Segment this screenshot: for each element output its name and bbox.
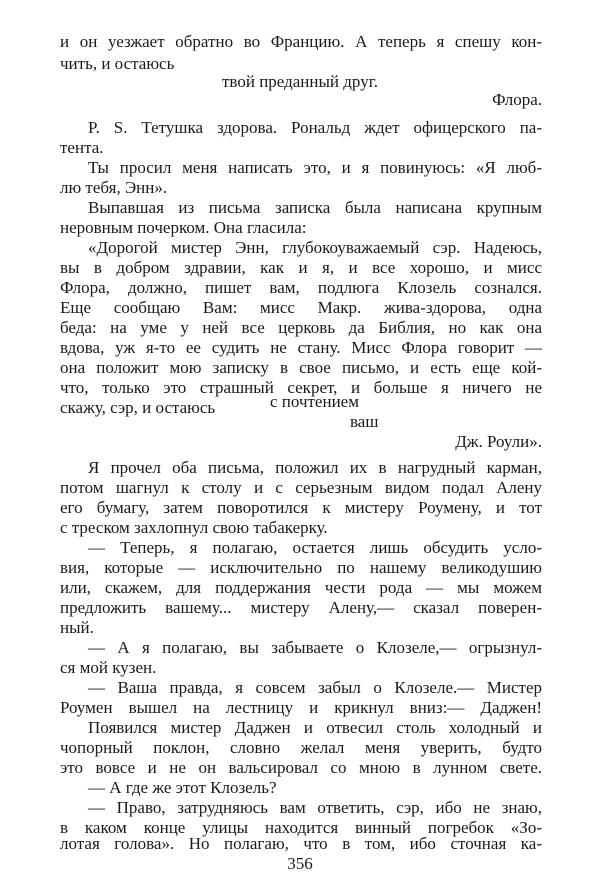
- text-line: Ты просил меня написать это, и я повинуюсь: «Я люб-: [88, 158, 542, 177]
- text-line: Еще сообщаю Вам: мисс Макр. жива-здорова, одна: [60, 298, 542, 317]
- text-line: с треском захлопнул свою табакерку.: [60, 518, 328, 537]
- text-line: она положит мою записку в свое письмо, и есть еще кой-: [60, 358, 542, 377]
- text-line: его бумагу, затем поворотился к мистеру Роумену, и тот: [60, 498, 542, 517]
- text-line: ный.: [60, 618, 94, 637]
- text-line: это вовсе и не он вальсировал со мною в лунном свете.: [60, 758, 542, 777]
- text-line: и он уезжает обратно во Францию. А теперь я спешу кон-: [60, 32, 542, 51]
- text-line: вия, которые — исключительно по нашему великодушию: [60, 558, 542, 577]
- text-line: вдова, уж я-то ее судить не стану. Мисс Флора говорит —: [60, 338, 542, 357]
- letter-closing: с почтением: [270, 392, 359, 411]
- text-line: тента.: [60, 138, 104, 157]
- text-line: ся мой кузен.: [60, 658, 157, 677]
- text-line: Флора, должно, пишет вам, подлюга Клозель сознался.: [60, 278, 542, 297]
- text-line: — А я полагаю, вы забываете о Клозеле,— огрызнул-: [88, 638, 542, 657]
- text-line: — Право, затрудняюсь вам ответить, сэр, ибо не знаю,: [88, 798, 542, 817]
- text-line: предложить вашему... мистеру Алену,— сказал поверен-: [60, 598, 542, 617]
- letter-closing: твой преданный друг.: [222, 72, 378, 91]
- text-line: Я прочел оба письма, положил их в нагрудный карман,: [88, 458, 542, 477]
- page-number: 356: [287, 854, 313, 873]
- text-line: Появился мистер Даджен и отвесил столь холодный и: [88, 718, 542, 737]
- text-line: беда: на уме у ней все церковь да Библия, но как она: [60, 318, 542, 337]
- text-line: — Ваша правда, я совсем забыл о Клозеле.— Мистер: [88, 678, 542, 697]
- text-line: Выпавшая из письма записка была написана крупным: [88, 198, 542, 217]
- text-line: чить, и остаюсь: [60, 54, 175, 73]
- text-line: неровным почерком. Она гласила:: [60, 218, 307, 237]
- text-line: что, только это страшный секрет, и больше я ничего не: [60, 378, 542, 397]
- text-line: скажу, сэр, и остаюсь: [60, 398, 216, 417]
- text-line: лотая голова». Но полагаю, что в том, ибо сточная ка-: [60, 834, 542, 853]
- text-line: P. S. Тетушка здорова. Рональд ждет офицерского па-: [88, 118, 542, 137]
- text-line: вы в добром здравии, как и я, и все хорошо, и мисс: [60, 258, 542, 277]
- text-line: или, скажем, для поддержания чести рода — мы можем: [60, 578, 542, 597]
- text-line: чопорный поклон, словно желал меня уверить, будто: [60, 738, 542, 757]
- text-line: — Теперь, я полагаю, остается лишь обсудить усло-: [88, 538, 542, 557]
- text-line: в каком конце улицы находится винный погребок «Зо-: [60, 818, 542, 837]
- text-line: «Дорогой мистер Энн, глубокоуважаемый сэр. Надеюсь,: [88, 238, 542, 257]
- text-line: — А где же этот Клозель?: [88, 778, 277, 797]
- letter-signature: Флора.: [492, 90, 542, 109]
- text-line: лю тебя, Энн».: [60, 178, 168, 197]
- text-line: потом шагнул к столу и с серьезным видом подал Алену: [60, 478, 542, 497]
- text-line: Роумен вышел на лестницу и крикнул вниз:— Даджен!: [60, 698, 542, 717]
- letter-signature: Дж. Роули».: [455, 432, 542, 451]
- letter-closing: ваш: [350, 412, 379, 431]
